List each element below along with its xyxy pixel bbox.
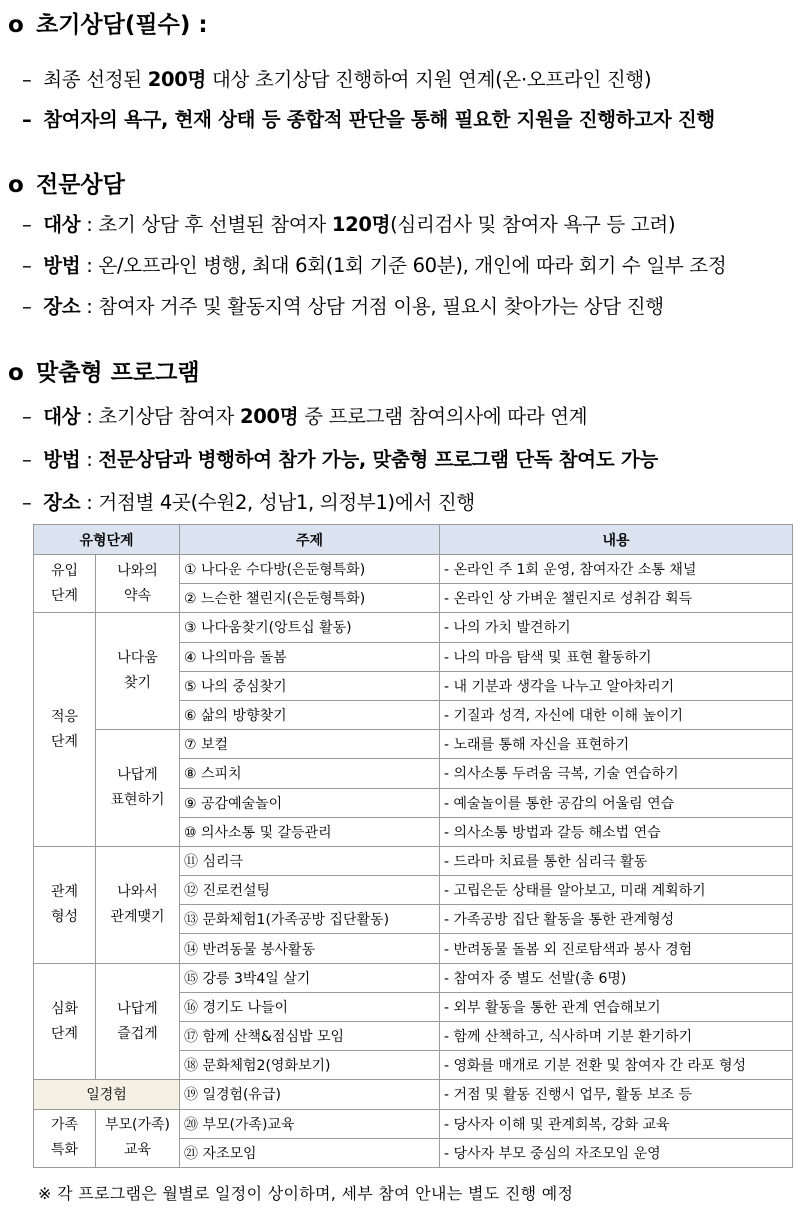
content-cell: - 예술놀이를 통한 공감의 어울림 연습: [440, 788, 793, 817]
topic-cell: ⑮ 강릉 3박4일 살기: [180, 963, 440, 992]
content-cell: - 가족공방 집단 활동을 통한 관계형성: [440, 905, 793, 934]
topic-cell: ⑩ 의사소통 및 갈등관리: [180, 817, 440, 846]
table-row: [34, 1080, 793, 1109]
topic-cell: ⑫ 진로컨설팅: [180, 876, 440, 905]
substage-cell: 나다움 찾기: [96, 613, 180, 730]
initial-consult-line-2: – 참여자의 욕구, 현재 상태 등 종합적 판단을 통해 필요한 지원을 진행하고자 진행: [22, 108, 715, 131]
topic-cell: ⑪ 심리극: [180, 846, 440, 875]
expert-consult-target: – 대상 : 초기 상담 후 선별된 참여자 120명(심리검사 및 참여자 욕구 등 고려): [22, 213, 676, 236]
footnote: ※ 각 프로그램은 월별로 일정이 상이하며, 세부 참여 안내는 별도 진행 예정: [38, 1184, 574, 1203]
table-row: [34, 846, 793, 875]
content-cell: - 외부 활동을 통한 관계 연습해보기: [440, 992, 793, 1021]
content-cell: - 온라인 주 1회 운영, 참여자간 소통 채널: [440, 555, 793, 584]
content-cell: - 드라마 치료를 통한 심리극 활동: [440, 846, 793, 875]
section-title-expert-consult: o 전문상담: [8, 172, 125, 198]
table-row: [34, 613, 793, 642]
content-cell: - 내 기분과 생각을 나누고 알아차리기: [440, 671, 793, 700]
custom-program-place: – 장소 : 거점별 4곳(수원2, 성남1, 의정부1)에서 진행: [22, 491, 475, 514]
content-cell: - 의사소통 방법과 갈등 해소법 연습: [440, 817, 793, 846]
content-cell: - 반려동물 돌봄 외 진로탐색과 봉사 경험: [440, 934, 793, 963]
stage-cell: 가족 특화: [34, 1109, 96, 1167]
initial-consult-line-1: – 최종 선정된 200명 대상 초기상담 진행하여 지원 연계(온·오프라인 진행): [22, 68, 652, 91]
content-cell: - 참여자 중 별도 선발(총 6명): [440, 963, 793, 992]
expert-consult-method: – 방법 : 온/오프라인 병행, 최대 6회(1회 기준 60분), 개인에 따라 회기 수 일부 조정: [22, 254, 727, 277]
topic-cell: ⑥ 삶의 방향찾기: [180, 700, 440, 729]
topic-cell: ⑬ 문화체험1(가족공방 집단활동): [180, 905, 440, 934]
custom-program-method: – 방법 : 전문상담과 병행하여 참가 가능, 맞춤형 프로그램 단독 참여도 가능: [22, 448, 658, 471]
substage-cell: 부모(가족) 교육: [96, 1109, 180, 1167]
content-cell: - 영화를 매개로 기분 전환 및 참여자 간 라포 형성: [440, 1051, 793, 1080]
stage-cell: 적응 단계: [34, 613, 96, 847]
custom-program-target: – 대상 : 초기상담 참여자 200명 중 프로그램 참여의사에 따라 연계: [22, 405, 588, 428]
topic-cell: ⑳ 부모(가족)교육: [180, 1109, 440, 1138]
topic-cell: ⑱ 문화체험2(영화보기): [180, 1051, 440, 1080]
header-content: 내용: [440, 525, 793, 555]
topic-cell: ⑨ 공감예술놀이: [180, 788, 440, 817]
topic-cell: ⑧ 스피치: [180, 759, 440, 788]
table-header-row: [34, 525, 793, 555]
content-cell: - 나의 마음 탐색 및 표현 활동하기: [440, 642, 793, 671]
topic-cell: ② 느슨한 챌린지(은둔형특화): [180, 584, 440, 613]
content-cell: - 함께 산책하고, 식사하며 기분 환기하기: [440, 1022, 793, 1051]
content-cell: - 당사자 부모 중심의 자조모임 운영: [440, 1138, 793, 1167]
table-row: [34, 730, 793, 759]
topic-cell: ⑤ 나의 중심찾기: [180, 671, 440, 700]
header-stage: 유형단계: [34, 525, 180, 555]
content-cell: - 의사소통 두려움 극복, 기술 연습하기: [440, 759, 793, 788]
table-row: [34, 555, 793, 584]
stage-cell: 일경험: [34, 1080, 180, 1109]
substage-cell: 나답게 즐겁게: [96, 963, 180, 1080]
topic-cell: ⑲ 일경험(유급): [180, 1080, 440, 1109]
section-title-custom-program: o 맞춤형 프로그램: [8, 360, 200, 386]
topic-cell: ⑦ 보컬: [180, 730, 440, 759]
substage-cell: 나와의 약속: [96, 555, 180, 613]
topic-cell: ⑭ 반려동물 봉사활동: [180, 934, 440, 963]
content-cell: - 노래를 통해 자신을 표현하기: [440, 730, 793, 759]
table-row: [34, 963, 793, 992]
content-cell: - 기질과 성격, 자신에 대한 이해 높이기: [440, 700, 793, 729]
content-cell: - 고립은둔 상태를 알아보고, 미래 계획하기: [440, 876, 793, 905]
section-title-initial-consult: o 초기상담(필수) :: [8, 12, 208, 38]
program-table: [33, 524, 793, 1168]
topic-cell: ⑯ 경기도 나들이: [180, 992, 440, 1021]
substage-cell: 나답게 표현하기: [96, 730, 180, 847]
substage-cell: 나와서 관계맺기: [96, 846, 180, 963]
header-topic: 주제: [180, 525, 440, 555]
content-cell: - 나의 가치 발견하기: [440, 613, 793, 642]
content-cell: - 거점 및 활동 진행시 업무, 활동 보조 등: [440, 1080, 793, 1109]
stage-cell: 유입 단계: [34, 555, 96, 613]
stage-cell: 심화 단계: [34, 963, 96, 1080]
topic-cell: ① 나다운 수다방(은둔형특화): [180, 555, 440, 584]
topic-cell: ③ 나다움찾기(앙트십 활동): [180, 613, 440, 642]
topic-cell: ㉑ 자조모임: [180, 1138, 440, 1167]
content-cell: - 온라인 상 가벼운 챌린지로 성취감 획득: [440, 584, 793, 613]
table-row: [34, 1109, 793, 1138]
topic-cell: ⑰ 함께 산책&점심밥 모임: [180, 1022, 440, 1051]
expert-consult-place: – 장소 : 참여자 거주 및 활동지역 상담 거점 이용, 필요시 찾아가는 상담 진행: [22, 295, 664, 318]
stage-cell: 관계 형성: [34, 846, 96, 963]
content-cell: - 당사자 이해 및 관계회복, 강화 교육: [440, 1109, 793, 1138]
topic-cell: ④ 나의마음 돌봄: [180, 642, 440, 671]
